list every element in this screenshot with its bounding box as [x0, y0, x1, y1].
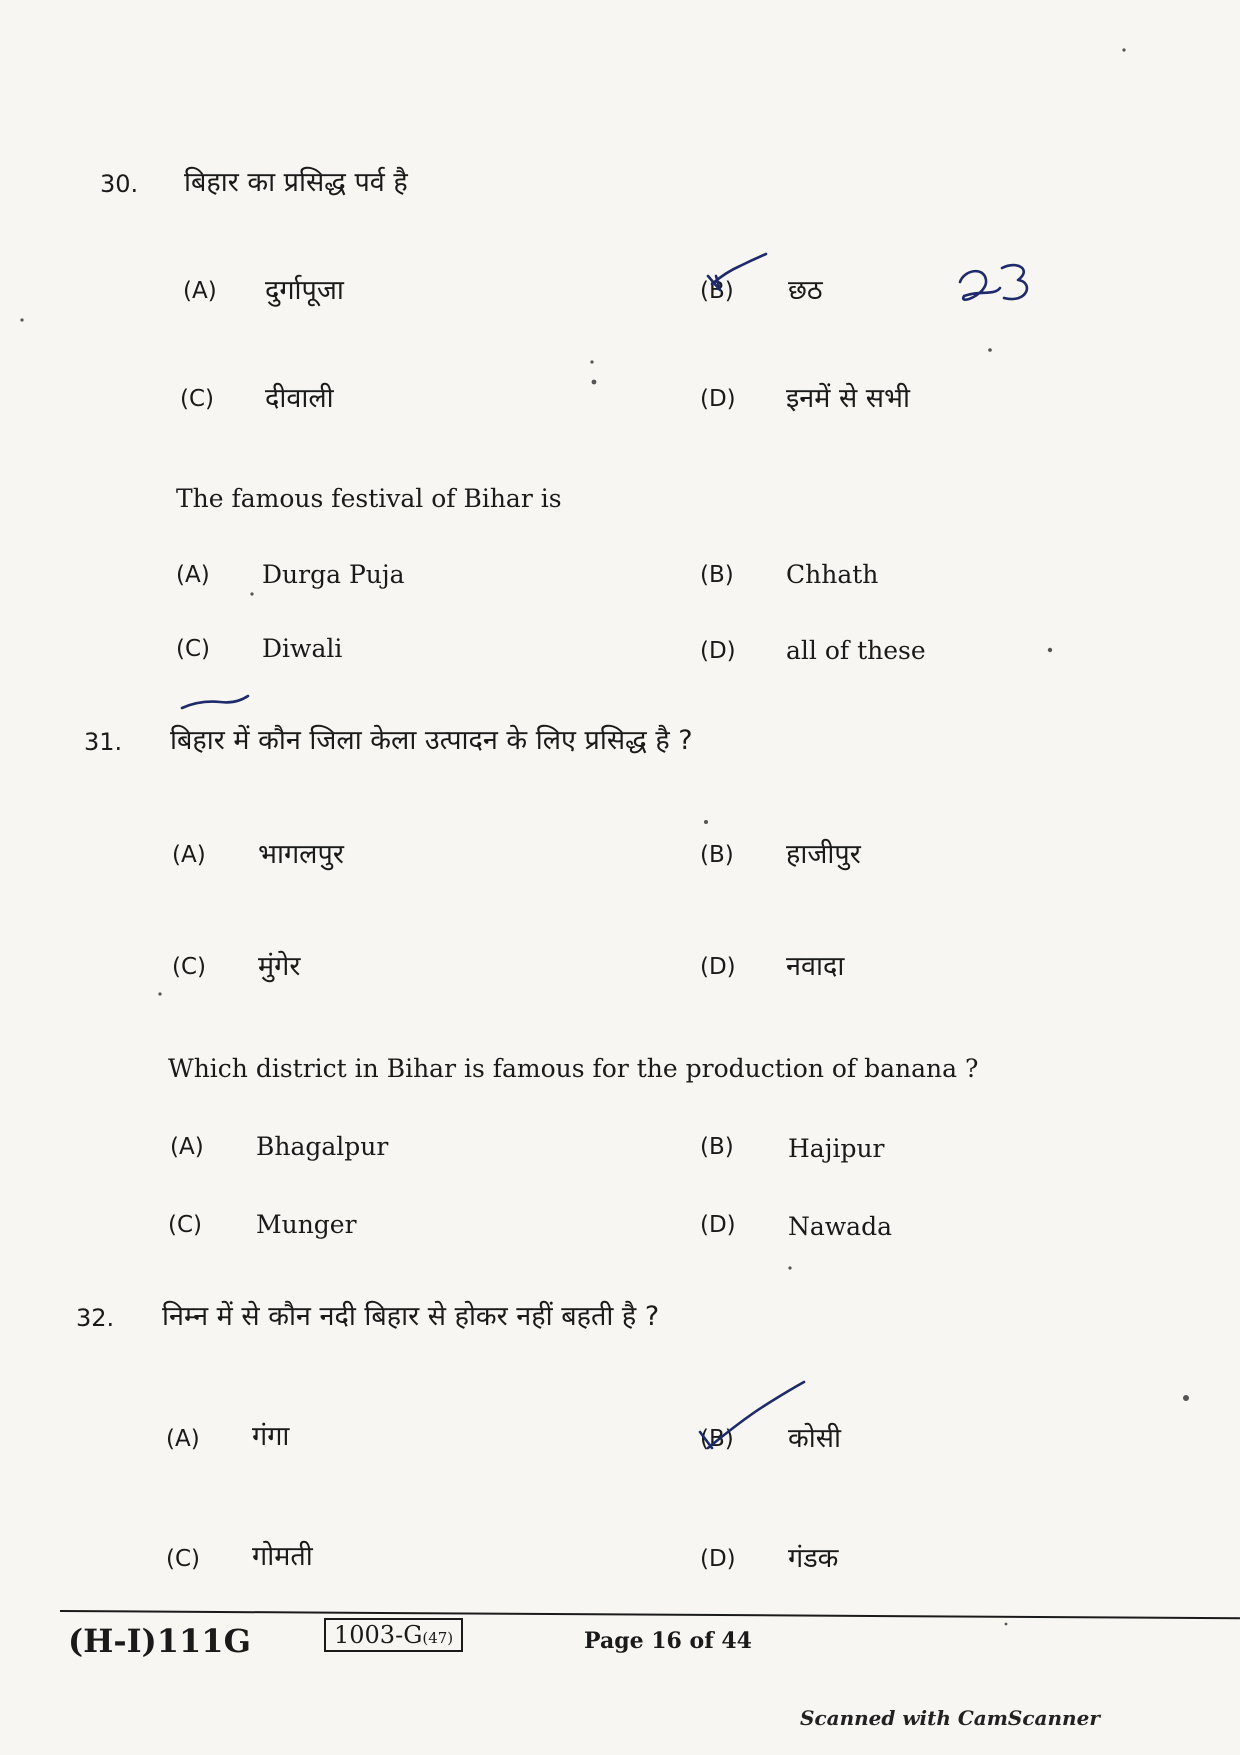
handwritten-score — [960, 271, 1000, 300]
q30-en-option-d-text: all of these — [786, 636, 926, 665]
q30-hi-option-a-label: (A) — [183, 278, 217, 304]
q32-hi-option-d-label: (D) — [700, 1546, 736, 1572]
question-30-number: 30. — [100, 170, 139, 198]
question-32-number: 32. — [76, 1304, 115, 1332]
paper-code-box — [324, 1618, 463, 1652]
question-30-english-text: The famous festival of Bihar is — [176, 484, 562, 513]
q31-en-option-c-label: (C) — [168, 1212, 203, 1238]
speck — [158, 992, 161, 995]
speck — [20, 318, 23, 321]
q30-en-option-c-text: Diwali — [262, 634, 343, 663]
q30-en-option-a-text: Durga Puja — [262, 560, 405, 589]
paper-code-suffix: (47) — [422, 1629, 454, 1647]
q31-hi-option-a-text: भागलपुर — [258, 839, 344, 870]
q30-hi-option-b-text: छठ — [788, 275, 823, 306]
q31-hi-option-d-text: नवादा — [786, 951, 845, 982]
question-31-hindi-text: बिहार में कौन जिला केला उत्पादन के लिए प्रसिद्ध है ? — [170, 725, 693, 756]
stroke-near-q31 — [182, 696, 248, 708]
q31-hi-option-c-label: (C) — [172, 954, 207, 980]
footer-rule — [60, 1610, 1240, 1619]
paper-code: 1003-G — [334, 1621, 423, 1649]
q30-hi-option-a-text: दुर्गापूजा — [265, 275, 344, 306]
q32-hi-option-b-label: (B) — [700, 1426, 734, 1452]
q31-hi-option-b-text: हाजीपुर — [786, 839, 861, 870]
speck — [988, 348, 992, 352]
speck — [592, 380, 597, 385]
q31-hi-option-a-label: (A) — [172, 842, 206, 868]
q30-en-option-d-label: (D) — [700, 638, 736, 664]
q31-hi-option-c-text: मुंगेर — [258, 951, 301, 982]
q32-hi-option-a-text: गंगा — [252, 1421, 290, 1452]
q30-hi-option-c-label: (C) — [180, 386, 215, 412]
speck — [1183, 1395, 1189, 1401]
speck — [1005, 1623, 1008, 1626]
q30-en-option-c-label: (C) — [176, 636, 211, 662]
speck — [1048, 648, 1052, 652]
q31-hi-option-b-label: (B) — [700, 842, 734, 868]
q30-hi-option-c-text: दीवाली — [265, 383, 334, 414]
q30-en-option-b-text: Chhath — [786, 560, 879, 589]
q30-en-option-b-label: (B) — [700, 562, 734, 588]
q32-hi-option-c-text: गोमती — [252, 1541, 313, 1572]
q30-en-option-a-label: (A) — [176, 562, 210, 588]
q31-en-option-d-text: Nawada — [788, 1212, 892, 1241]
q32-hi-option-c-label: (C) — [166, 1546, 201, 1572]
q31-en-option-a-text: Bhagalpur — [256, 1132, 389, 1161]
q30-hi-option-d-label: (D) — [700, 386, 736, 412]
q30-hi-option-d-text: इनमें से सभी — [786, 383, 911, 414]
q31-en-option-d-label: (D) — [700, 1212, 736, 1238]
q32-hi-option-b-text: कोसी — [788, 1423, 841, 1454]
speck — [590, 360, 593, 363]
q31-hi-option-d-label: (D) — [700, 954, 736, 980]
camscanner-watermark: Scanned with CamScanner — [800, 1706, 1100, 1730]
question-31-english-text: Which district in Bihar is famous for the production of banana ? — [168, 1054, 979, 1083]
speck — [1122, 48, 1125, 51]
q32-hi-option-d-text: गंडक — [788, 1543, 839, 1574]
q31-en-option-a-label: (A) — [170, 1134, 204, 1160]
question-30-hindi-text: बिहार का प्रसिद्ध पर्व है — [184, 167, 408, 198]
page-number: Page 16 of 44 — [584, 1628, 752, 1654]
question-32-hindi-text: निम्न में से कौन नदी बिहार से होकर नहीं बहती है ? — [162, 1301, 660, 1332]
speck — [250, 592, 253, 595]
q30-hi-option-b-label: (B) — [700, 278, 734, 304]
q32-hi-option-a-label: (A) — [166, 1426, 200, 1452]
q31-en-option-b-text: Hajipur — [788, 1134, 885, 1163]
footer-code: (H-I)111G — [68, 1622, 251, 1660]
q31-en-option-c-text: Munger — [256, 1210, 357, 1239]
speck — [788, 1266, 791, 1269]
q31-en-option-b-label: (B) — [700, 1134, 734, 1160]
speck — [704, 820, 708, 824]
question-31-number: 31. — [84, 728, 123, 756]
